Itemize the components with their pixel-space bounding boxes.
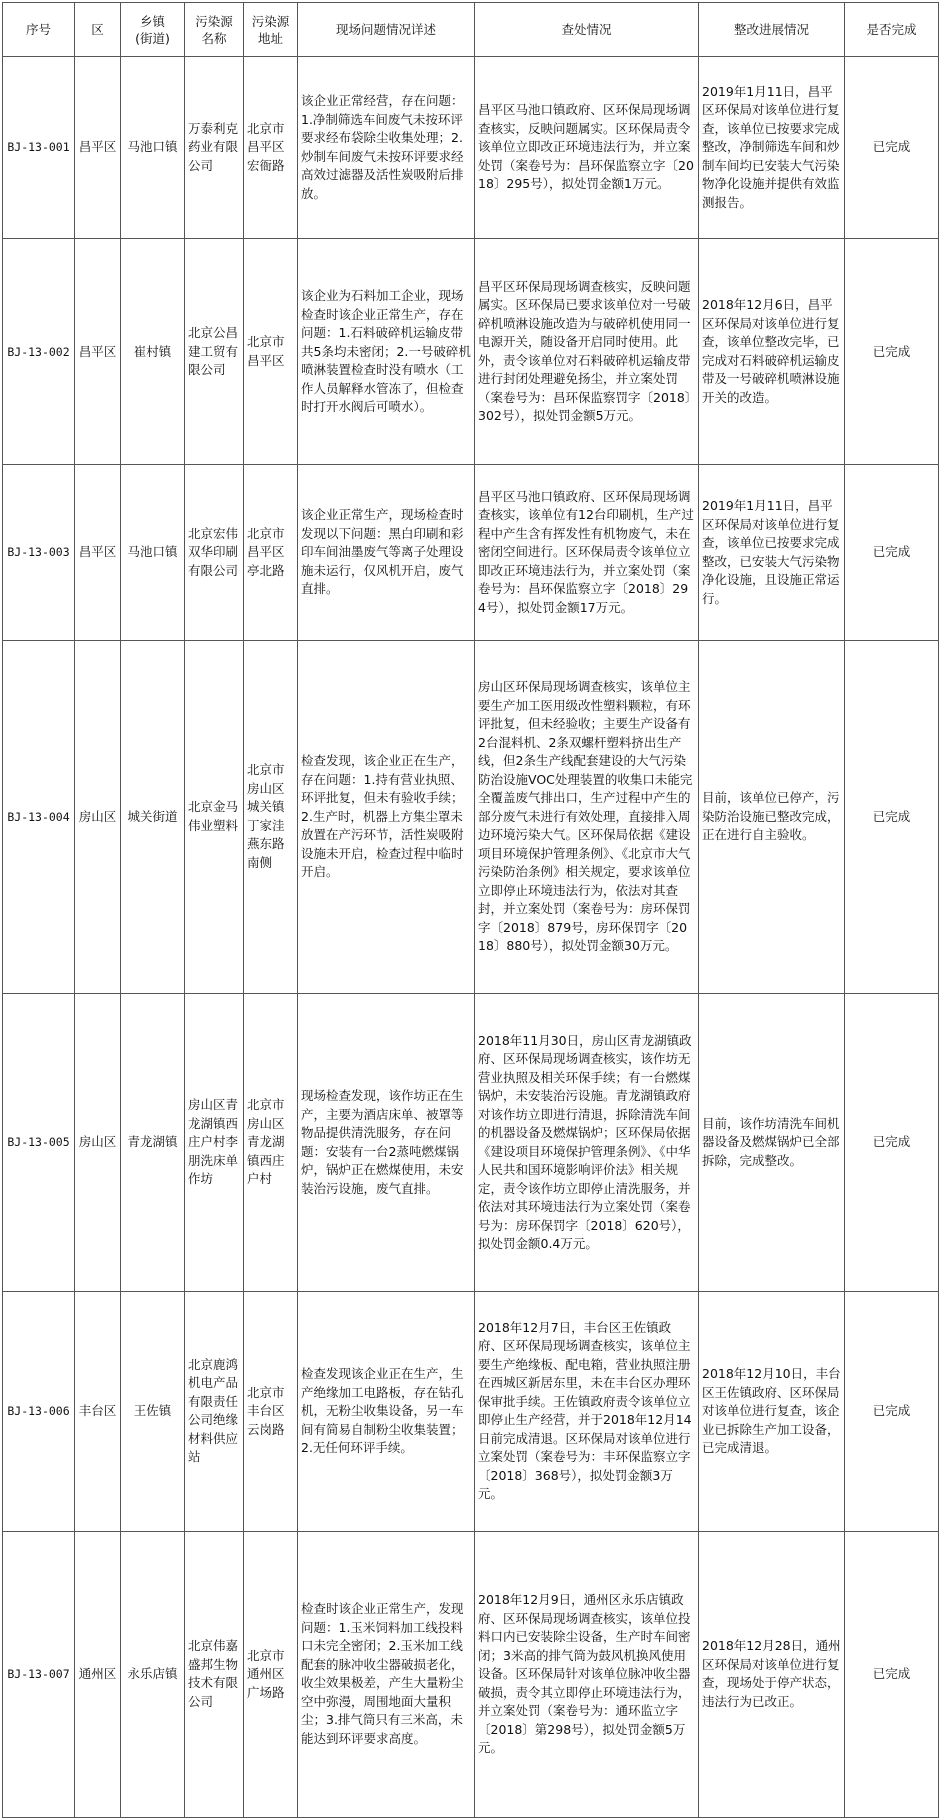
cell-done: 已完成 (845, 57, 939, 239)
table-row (3, 239, 939, 465)
header-progress: 整改进展情况 (699, 3, 845, 57)
cell-id: BJ-13-004 (3, 640, 75, 993)
inspection-sheet (2, 2, 938, 1818)
cell-progress: 目前，该单位已停产，污染防治设施已整改完成，正在进行自主验收。 (699, 640, 845, 993)
cell-done: 已完成 (845, 640, 939, 993)
cell-progress: 2018年12月6日，昌平区环保局对该单位进行复查，该单位整改完毕，已完成对石料破碎机运输皮带及一号破碎机喷淋设施开关的改造。 (699, 239, 845, 465)
cell-town: 崔村镇 (121, 239, 185, 465)
cell-done: 已完成 (845, 239, 939, 465)
cell-issue: 检查时该企业正常生产，发现问题：1.玉米饲料加工线投料口未完全密闭；2.玉米加工线配套的脉冲收尘器破损老化，收尘效果极差，产生大量粉尘空中弥漫，周围地面大量积尘；3.排气筒只有三米高，未能达到环评要求高度。 (298, 1531, 475, 1817)
header-district: 区 (75, 3, 121, 57)
cell-done: 已完成 (845, 1292, 939, 1531)
cell-issue: 现场检查发现，该作坊正在生产，主要为酒店床单、被罩等物品提供清洗服务，存在问题：安装有一台2蒸吨燃煤锅炉，锅炉正在燃煤使用，未安装治污设施，废气直排。 (298, 994, 475, 1292)
cell-name: 北京宏伟双华印刷有限公司 (185, 465, 244, 640)
cell-issue: 该企业正常生产，现场检查时发现以下问题：黑白印刷和彩印车间油墨废气等离子处理设施未运行，仅风机开启，废气直排。 (298, 465, 475, 640)
cell-done: 已完成 (845, 1531, 939, 1817)
header-address: 污染源 地址 (244, 3, 298, 57)
cell-issue: 该企业正常经营，存在问题：1.净制筛选车间废气未按环评要求经布袋除尘收集处理；2.炒制车间废气未按环评要求经高效过滤器及活性炭吸附后排放。 (298, 57, 475, 239)
cell-id: BJ-13-007 (3, 1531, 75, 1817)
header-done: 是否完成 (845, 3, 939, 57)
cell-name: 房山区青龙湖镇西庄户村李朋洗床单作坊 (185, 994, 244, 1292)
cell-progress: 目前，该作坊清洗车间机器设备及燃煤锅炉已全部拆除，完成整改。 (699, 994, 845, 1292)
cell-progress: 2018年12月10日，丰台区王佐镇政府、区环保局对该单位进行复查，该企业已拆除生产加工设备，已完成清退。 (699, 1292, 845, 1531)
cell-address: 北京市昌平区 (244, 239, 298, 465)
cell-name: 北京鹿鸿机电产品有限责任公司绝缘材料供应站 (185, 1292, 244, 1531)
cell-issue: 检查发现该企业正在生产，生产绝缘加工电路板，存在钻孔机，无粉尘收集设备，另一车间有简易自制粉尘收集装置；2.无任何环评手续。 (298, 1292, 475, 1531)
cell-handling: 昌平区环保局现场调查核实，反映问题属实。区环保局已要求该单位对一号破碎机喷淋设施改造为与破碎机使用同一电源开关，随设备开启同时使用。此外，责令该单位对石料破碎机运输皮带进行封闭处理避免扬尘，并立案处罚（案卷号为：昌环保监察罚字〔2018〕302号），拟处罚金额5万元。 (475, 239, 699, 465)
cell-town: 马池口镇 (121, 57, 185, 239)
cell-handling: 2018年12月9日，通州区永乐店镇政府、区环保局现场调查核实，该单位投料口内已安装除尘设备，生产时车间密闭；3米高的排气筒为鼓风机换风使用设备。区环保局针对该单位脉冲收尘器破损，责令其立即停止环境违法行为，并立案处罚（案卷号为：通环监立字〔2018〕第298号），拟处罚金额5万元。 (475, 1531, 699, 1817)
cell-issue: 该企业为石料加工企业，现场检查时该企业正常生产，存在问题：1.石料破碎机运输皮带共5条均未密闭；2.一号破碎机喷淋装置检查时没有喷水（工作人员解释水管冻了，但检查时打开水阀后可喷水）。 (298, 239, 475, 465)
cell-address: 北京市昌平区亭北路 (244, 465, 298, 640)
cell-handling: 昌平区马池口镇政府、区环保局现场调查核实，反映问题属实。区环保局责令该单位立即改正环境违法行为，并立案处罚（案卷号为：昌环保监察立字〔2018〕295号），拟处罚金额1万元。 (475, 57, 699, 239)
cell-address: 北京市昌平区宏衙路 (244, 57, 298, 239)
cell-issue: 检查发现，该企业正在生产，存在问题：1.持有营业执照、环评批复，但未有验收手续；2.生产时，机器上方集尘罩未放置在产污环节，活性炭吸附设施未开启，检查过程中临时开启。 (298, 640, 475, 993)
header-id: 序号 (3, 3, 75, 57)
cell-district: 丰台区 (75, 1292, 121, 1531)
cell-district: 昌平区 (75, 57, 121, 239)
cell-handling: 昌平区马池口镇政府、区环保局现场调查核实，该单位有12台印刷机，生产过程中产生含有挥发性有机物废气，未在密闭空间进行。区环保局责令该单位立即改正环境违法行为，并立案处罚（案卷号为：昌环保监察立字〔2018〕294号），拟处罚金额17万元。 (475, 465, 699, 640)
cell-done: 已完成 (845, 465, 939, 640)
header-town: 乡镇 (街道) (121, 3, 185, 57)
cell-town: 马池口镇 (121, 465, 185, 640)
cell-name: 北京金马伟业塑料 (185, 640, 244, 993)
cell-name: 北京伟嘉盛邦生物技术有限公司 (185, 1531, 244, 1817)
cell-address: 北京市丰台区云岗路 (244, 1292, 298, 1531)
header-name: 污染源 名称 (185, 3, 244, 57)
table-header-row (3, 3, 939, 57)
cell-done: 已完成 (845, 994, 939, 1292)
cell-district: 房山区 (75, 994, 121, 1292)
cell-town: 王佐镇 (121, 1292, 185, 1531)
cell-progress: 2018年12月28日，通州区环保局对该单位进行复查，现场处于停产状态，违法行为已改正。 (699, 1531, 845, 1817)
cell-address: 北京市房山区城关镇丁家洼燕东路南侧 (244, 640, 298, 993)
cell-town: 青龙湖镇 (121, 994, 185, 1292)
cell-name: 万泰利克药业有限公司 (185, 57, 244, 239)
cell-handling: 2018年11月30日，房山区青龙湖镇政府、区环保局现场调查核实，该作坊无营业执照及相关环保手续；有一台燃煤锅炉，未安装治污设施。青龙湖镇政府对该作坊立即进行清退，拆除清洗车间的机器设备及燃煤锅炉；区环保局依据《建设项目环境保护管理条例》、《中华人民共和国环境影响评价法》相关规定，责令该作坊立即停止清洗服务，并依法对其环境违法行为立案处罚（案卷号为：房环保罚字〔2018〕620号），拟处罚金额0.4万元。 (475, 994, 699, 1292)
cell-address: 北京市房山区青龙湖镇西庄户村 (244, 994, 298, 1292)
cell-handling: 房山区环保局现场调查核实，该单位主要生产加工医用级改性塑料颗粒，有环评批复，但未经验收；主要生产设备有2台混料机、2条双螺杆塑料挤出生产线，但2条生产线配套建设的大气污染防治设施VOC处理装置的收集口未能完全覆盖废气排出口，生产过程中产生的部分废气未进行有效处理，直接排入周边环境污染大气。区环保局依据《建设项目环境保护管理条例》、《北京市大气污染防治条例》相关规定，要求该单位立即停止环境违法行为，依法对其查封，并立案处罚（案卷号为：房环保罚字〔2018〕879号，房环保罚字〔2018〕880号），拟处罚金额30万元。 (475, 640, 699, 993)
cell-id: BJ-13-003 (3, 465, 75, 640)
table-row (3, 1292, 939, 1531)
header-handling: 查处情况 (475, 3, 699, 57)
cell-id: BJ-13-005 (3, 994, 75, 1292)
cell-id: BJ-13-001 (3, 57, 75, 239)
cell-district: 昌平区 (75, 465, 121, 640)
cell-handling: 2018年12月7日，丰台区王佐镇政府、区环保局现场调查核实，该单位主要生产绝缘板、配电箱，营业执照注册在西城区新居东里，未在丰台区办理环保审批手续。王佐镇政府责令该单位立即停止生产经营，并于2018年12月14日前完成清退。区环保局对该单位进行立案处罚（案卷号为：丰环保监察立字〔2018〕368号），拟处罚金额3万元。 (475, 1292, 699, 1531)
table-row (3, 640, 939, 993)
inspection-table (2, 2, 939, 1818)
cell-id: BJ-13-006 (3, 1292, 75, 1531)
table-row (3, 57, 939, 239)
cell-id: BJ-13-002 (3, 239, 75, 465)
cell-progress: 2019年1月11日，昌平区环保局对该单位进行复查，该单位已按要求完成整改，净制筛选车间和炒制车间均已安装大气污染物净化设施并提供有效监测报告。 (699, 57, 845, 239)
cell-town: 城关街道 (121, 640, 185, 993)
table-row (3, 1531, 939, 1817)
cell-name: 北京公昌建工贸有限公司 (185, 239, 244, 465)
cell-district: 房山区 (75, 640, 121, 993)
cell-progress: 2019年1月11日，昌平区环保局对该单位进行复查，该单位已按要求完成整改，已安装大气污染物净化设施，且设施正常运行。 (699, 465, 845, 640)
table-row (3, 994, 939, 1292)
table-row (3, 465, 939, 640)
cell-district: 昌平区 (75, 239, 121, 465)
cell-town: 永乐店镇 (121, 1531, 185, 1817)
cell-district: 通州区 (75, 1531, 121, 1817)
cell-address: 北京市通州区广场路 (244, 1531, 298, 1817)
header-issue: 现场问题情况详述 (298, 3, 475, 57)
